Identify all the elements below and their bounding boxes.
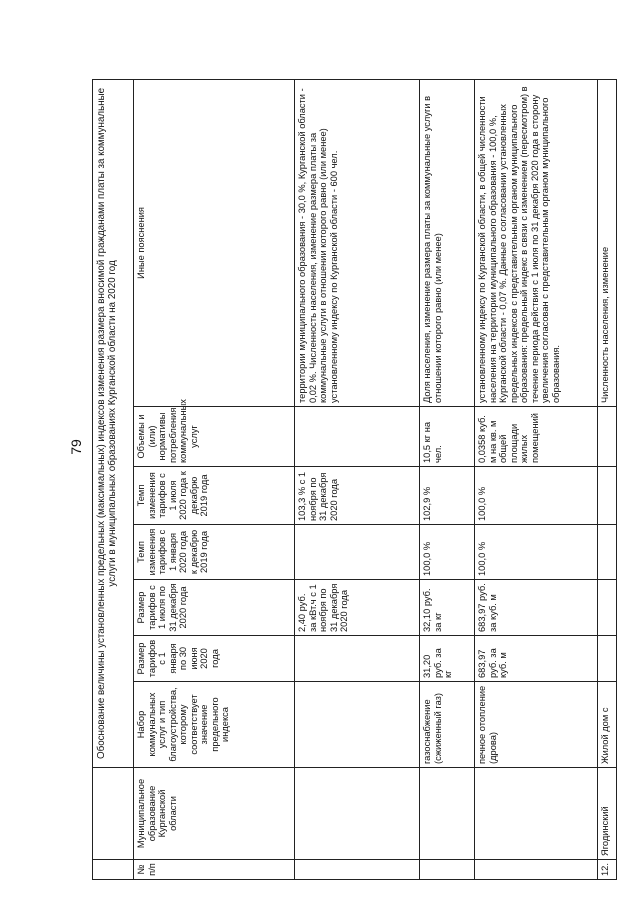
- cell-tariff-jan: [598, 636, 617, 682]
- cell-rate-jan: 100,0 %: [475, 525, 598, 580]
- cell-tariff-jul: 32,10 руб. за кг: [420, 580, 475, 636]
- cell-tariff-jul: 683,97 руб. за куб. м: [475, 580, 598, 636]
- cell-municipality: [475, 768, 598, 860]
- title-row: [93, 79, 134, 879]
- cell-municipality: [295, 768, 420, 860]
- cell-rate-jul: 103,3 % с 1 ноября по 31 декабря 2020 года: [295, 467, 420, 525]
- cell-tariff-jul: 2,40 руб. за кВт.ч с 1 ноября по 31 декабря 2020 года: [295, 580, 420, 636]
- cell-rate-jul: 100,0 %: [475, 467, 598, 525]
- cell-notes: Численность населения, изменение: [598, 79, 617, 406]
- cell-volumes: 0,0358 куб. м на кв. м общей площади жилых помещений: [475, 407, 598, 467]
- header-tariff-jan: Размер тарифов с 1 января по 30 июня 2020 года: [134, 636, 295, 682]
- cell-notes: Доля населения, изменение размера платы за коммунальные услуги в отношении которого равно (или менее): [420, 79, 475, 406]
- cell-num: [295, 860, 420, 880]
- cell-services: печное отопление (дрова): [475, 682, 598, 768]
- header-rate-jan: Темп изменения тарифов с 1 января 2020 года к декабрю 2019 года: [134, 525, 295, 580]
- cell-municipality: Ягодинский: [598, 768, 617, 860]
- header-volumes: Объемы и (или) нормативы потребления коммунальных услуг: [134, 407, 295, 467]
- table-row-gas: [420, 79, 475, 879]
- cell-num: [475, 860, 598, 880]
- header-services: Набор коммунальных услуг и тип благоустройства, которому соответствует значение предельного индекса: [134, 682, 295, 768]
- cell-volumes: 10,5 кг на чел.: [420, 407, 475, 467]
- cell-rate-jan: [295, 525, 420, 580]
- cell-tariff-jan: 683,97 руб. за куб. м: [475, 636, 598, 682]
- table-row-12: [598, 79, 617, 879]
- rotated-table-area: [92, 80, 617, 880]
- cell-volumes: [598, 407, 617, 467]
- page-number: 79: [68, 439, 84, 455]
- cell-num: 12.: [598, 860, 617, 880]
- cell-rate-jul: 102,9 %: [420, 467, 475, 525]
- header-rate-jul: Темп изменения тарифов с 1 июля 2020 года к декабрю 2019 года: [134, 467, 295, 525]
- table-title: Обоснование величины установленных предельных (максимальных) индексов изменения размера вносимой гражданами платы за коммунальные услуги в муниципальных образованиях Курганской области на 2020 год: [93, 79, 134, 767]
- cell-rate-jan: [598, 525, 617, 580]
- cell-volumes: [295, 407, 420, 467]
- cell-rate-jul: [598, 467, 617, 525]
- cell-municipality: [420, 768, 475, 860]
- header-row: [134, 79, 295, 879]
- cell-services: газоснабжение (сжиженный газ): [420, 682, 475, 768]
- header-notes: Иные пояснения: [134, 79, 295, 406]
- cell-tariff-jul: [598, 580, 617, 636]
- table-row-continuation: [295, 79, 420, 879]
- index-table-wrapper: [92, 80, 617, 880]
- cell-num: [420, 860, 475, 880]
- cell-rate-jan: 100,0 %: [420, 525, 475, 580]
- header-tariff-jul: Размер тарифов с 1 июля по 31 декабря 2020 года: [134, 580, 295, 636]
- header-municipality: Муниципальное образование Курганской области: [134, 768, 295, 860]
- index-table: [92, 79, 617, 880]
- cell-tariff-jan: [295, 636, 420, 682]
- cell-notes: территории муниципального образования - 30,0 %, Курганской области - 0,02 %. Численность населения, изменение размера платы за коммунальные услуги в отношении которого равно (или менее) установленному индексу по Курганской области - 600 чел.: [295, 79, 420, 406]
- cell-tariff-jan: 31,20 руб. за кг: [420, 636, 475, 682]
- table-row-stove: [475, 79, 598, 879]
- header-num: № п/п: [134, 860, 295, 880]
- cell-notes: установленному индексу по Курганской области, в общей численности населения на территории муниципального образования - 100,0 %, Курганской области - 0,07 %. Данные о согласовании установленных предельных индексов с представительным органом муниципального образования: предельный индекс в связи с изменением (пересмотром) в течение периода действия с 1 июля по 31 декабря 2020 года в сторону увеличения согласован с представительным органом муниципального образования.: [475, 79, 598, 406]
- cell-services: Жилой дом с: [598, 682, 617, 768]
- cell-services: [295, 682, 420, 768]
